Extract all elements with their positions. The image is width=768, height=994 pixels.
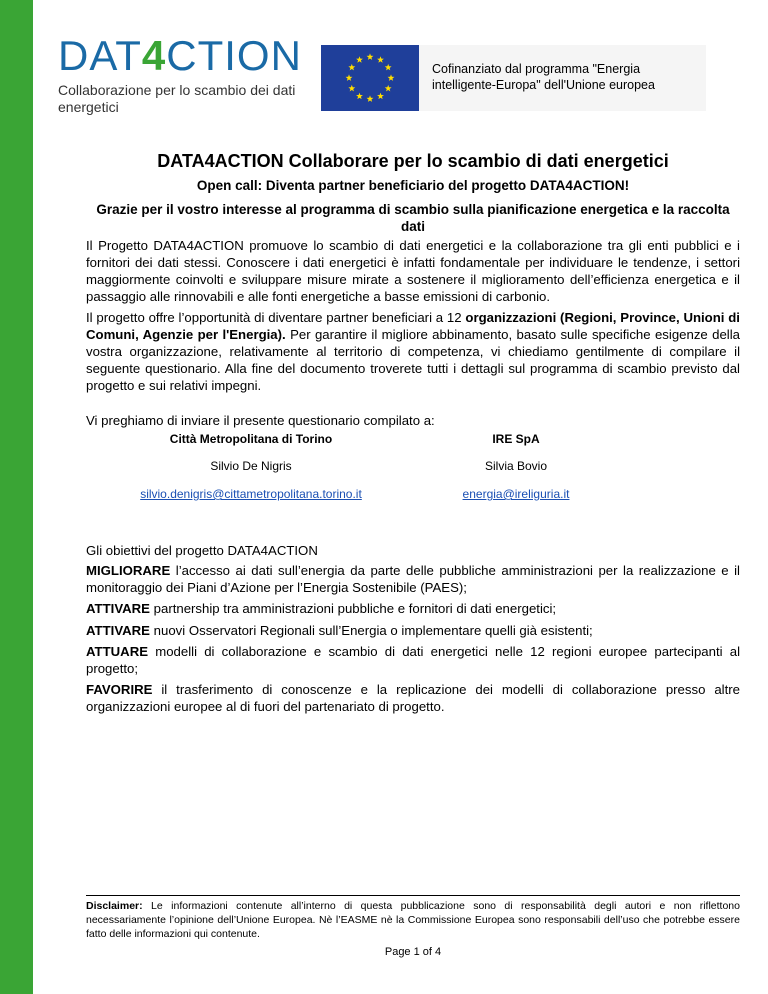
contact-email-link[interactable]: silvio.denigris@cittametropolitana.torino.it — [140, 487, 362, 501]
objective-item: ATTUARE modelli di collaborazione e scambio di dati energetici nelle 12 regioni europee partecipanti al progetto; — [86, 644, 740, 676]
intro-paragraph: Il Progetto DATA4ACTION promuove lo scambio di dati energetici e la collaborazione tra gli enti pubblici e i fornitori dei dati stessi. Conoscere i dati energetici è infatti fondamentale per individuare le tendenze, i settori maggiormente coinvolti e sviluppare misure mirate a sostenere il miglioramento dell’efficienza energetica e il passaggio alle rinnovabili e alle fonti energetiche a basse emissioni di carbonio. — [86, 238, 740, 304]
logo-wordmark: DAT4CTION — [58, 32, 302, 79]
contact-name: Silvio De Nigris — [210, 459, 292, 473]
open-call-subtitle: Open call: Diventa partner beneficiario del progetto DATA4ACTION! — [196, 178, 630, 193]
eu-flag-icon — [321, 45, 419, 111]
contact-organization: IRE SpA — [492, 432, 540, 446]
thanks-subtitle: Grazie per il vostro interesse al programma di scambio sulla pianificazione energetica e la raccolta dati — [96, 202, 730, 234]
objectives-heading: Gli obiettivi del progetto DATA4ACTION — [86, 543, 318, 558]
document-page — [58, 0, 740, 994]
objective-item: ATTIVARE partnership tra amministrazioni pubbliche e fornitori di dati energetici; — [86, 601, 557, 616]
eu-cofunding-text: Cofinanziato dal programma "Energia intelligente-Europa" dell'Unione europea — [432, 62, 655, 92]
contact-organization: Città Metropolitana di Torino — [169, 432, 333, 446]
document-title: DATA4ACTION Collaborare per lo scambio di dati energetici — [157, 151, 669, 171]
contact-name: Silvia Bovio — [484, 459, 548, 473]
page-number: Page 1 of 4 — [384, 946, 442, 958]
disclaimer: Disclaimer: Le informazioni contenute all’interno di questa pubblicazione sono di responsabilità degli autori e non riflettono necessariamente l’opinione dell’Unione Europea. Nè l’EASME nè la Commissione Europea sono responsabili dell’uso che potrebbe essere fatto delle informazioni qui contenute. — [86, 900, 740, 940]
left-accent-bar — [0, 0, 33, 994]
contact-email-link[interactable]: energia@ireliguria.it — [462, 487, 570, 501]
objective-item: MIGLIORARE l’accesso ai dati sull’energia da parte delle pubbliche amministrazioni per la realizzazione e il monitoraggio dei Piani d’Azione per l’Energia Sostenibile (PAES); — [86, 563, 740, 595]
objective-item: ATTIVARE nuovi Osservatori Regionali sull’Energia o implementare quelli già esistenti; — [86, 623, 593, 638]
data4action-logo — [58, 32, 302, 142]
objective-item: FAVORIRE il trasferimento di conoscenze e la replicazione dei modelli di collaborazione presso altre organizzazioni europee al di fuori del partenariato di progetto. — [86, 682, 740, 714]
logo-tagline: Collaborazione per lo scambio dei dati energetici — [58, 82, 296, 115]
eu-cofunding-banner — [321, 45, 706, 111]
offer-paragraph: Il progetto offre l’opportunità di diventare partner beneficiari a 12 organizzazioni (Regioni, Province, Unioni di Comuni, Agenzie per l'Energia). Per garantire il migliore abbinamento, basato sulle specifiche esigenze della vostra organizzazione, relativamente al territorio di competenza, vi chiediamo gentilmente di compilare il seguente questionario. Alla fine del documento troverete tutti i dettagli sul programma di scambio previsto dal progetto e sui relativi impegni. — [86, 310, 740, 393]
footer-divider — [86, 895, 740, 896]
send-instructions: Vi preghiamo di inviare il presente questionario compilato a: — [86, 413, 435, 428]
